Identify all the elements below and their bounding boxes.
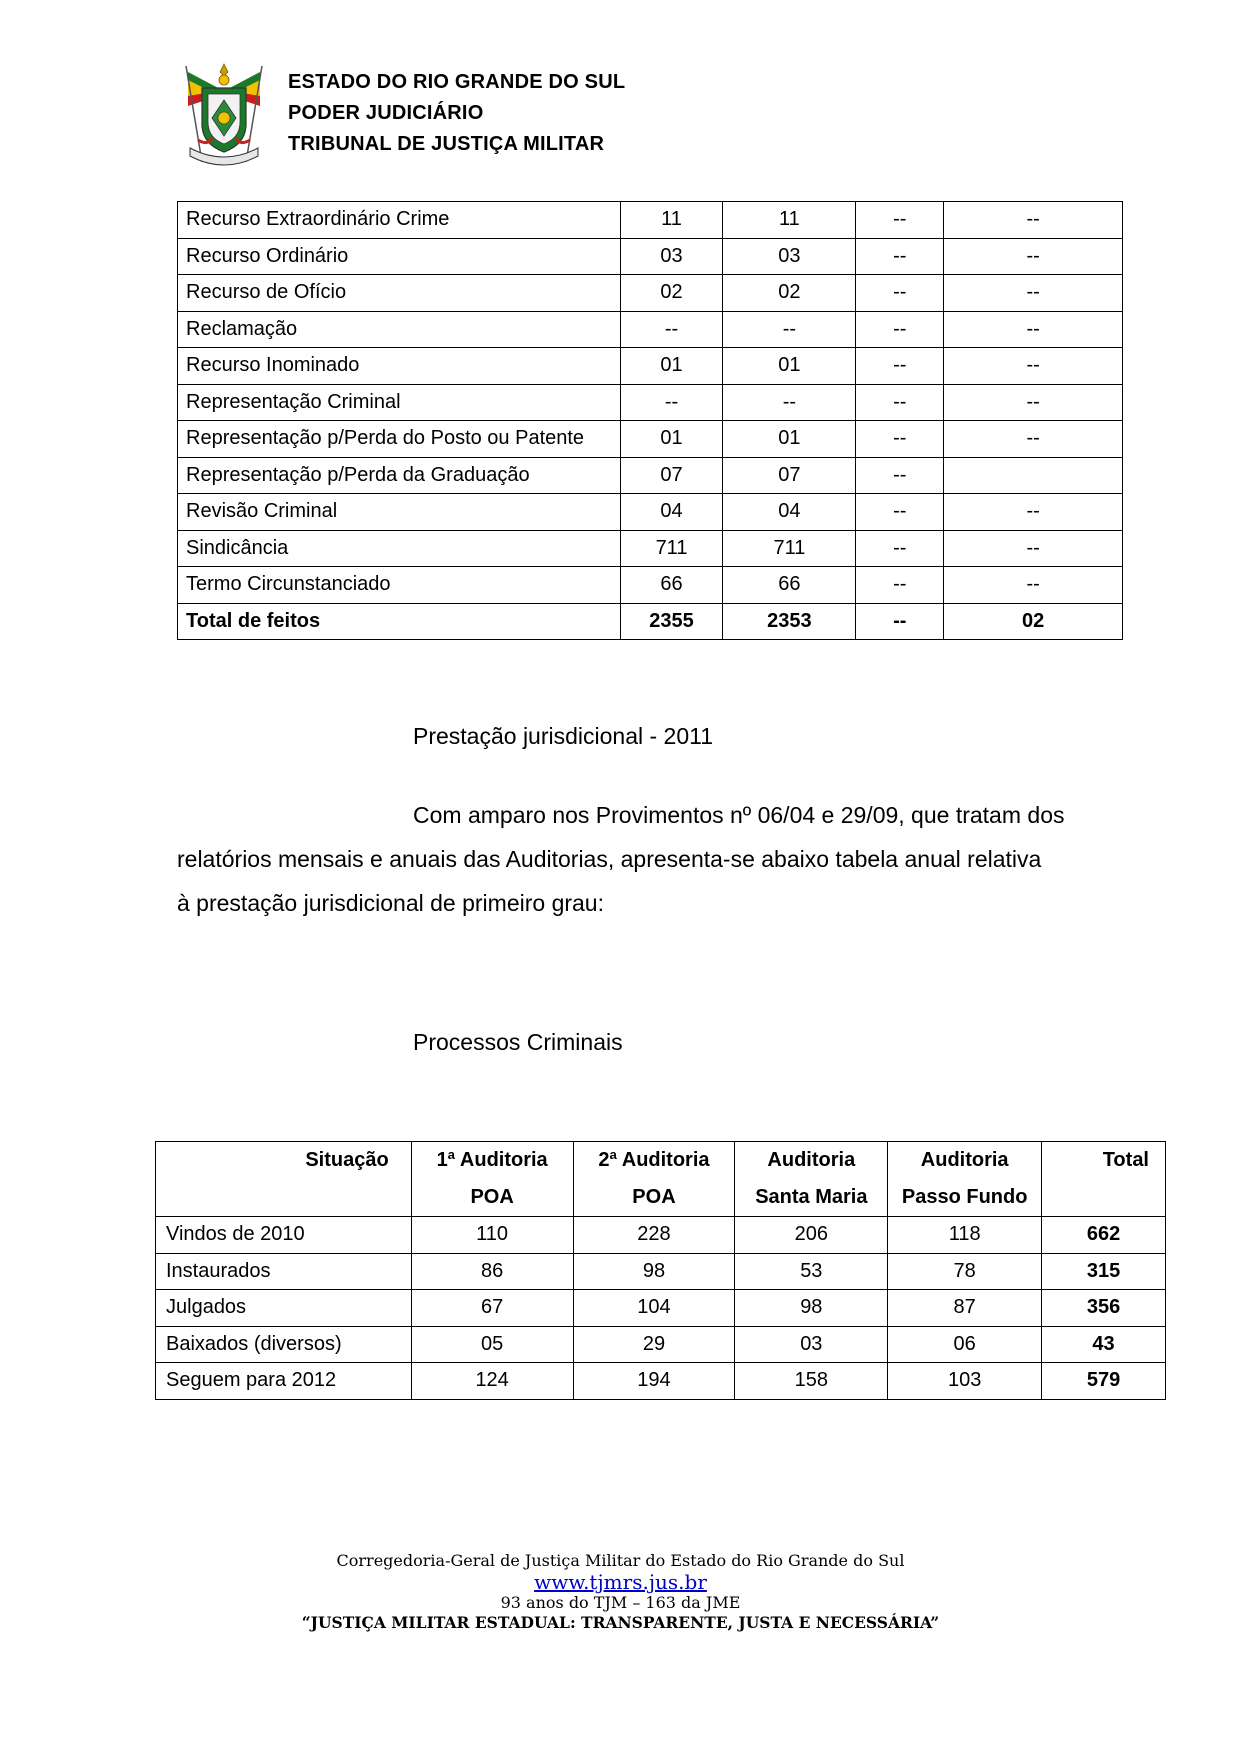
table-row — [156, 1363, 1166, 1400]
footer-motto: “JUSTIÇA MILITAR ESTADUAL: TRANSPARENTE, JUSTA E NECESSÁRIA” — [301, 1613, 940, 1632]
row-value: -- — [856, 494, 944, 531]
row-value: 02 — [620, 275, 723, 312]
row-value: 98 — [735, 1290, 888, 1327]
table-row — [178, 494, 1123, 531]
row-value: 87 — [888, 1290, 1042, 1327]
row-value: 53 — [735, 1253, 888, 1290]
row-value: 194 — [573, 1363, 735, 1400]
intro-paragraph — [177, 793, 1123, 925]
row-value: 03 — [620, 238, 723, 275]
page-header — [178, 58, 818, 178]
row-value: 04 — [723, 494, 856, 531]
row-value: -- — [856, 348, 944, 385]
row-value: -- — [856, 311, 944, 348]
row-value: 66 — [723, 567, 856, 604]
table-total-row — [178, 603, 1123, 640]
paragraph-line: Com amparo nos Provimentos nº 06/04 e 29/09, que tratam dos — [413, 802, 1065, 828]
row-label: Reclamação — [178, 311, 621, 348]
row-value: 01 — [620, 421, 723, 458]
row-total: 356 — [1042, 1290, 1166, 1327]
column-header — [1042, 1142, 1166, 1217]
row-label: Julgados — [156, 1290, 412, 1327]
row-total: 315 — [1042, 1253, 1166, 1290]
row-label: Baixados (diversos) — [156, 1326, 412, 1363]
column-header-line: POA — [632, 1186, 676, 1208]
coat-of-arms-icon — [178, 62, 270, 172]
row-value: 228 — [573, 1217, 735, 1254]
row-value: 29 — [573, 1326, 735, 1363]
column-header-line: Santa Maria — [755, 1186, 868, 1208]
row-value: -- — [620, 384, 723, 421]
row-value: 78 — [888, 1253, 1042, 1290]
row-value: 124 — [411, 1363, 573, 1400]
row-label: Recurso Ordinário — [178, 238, 621, 275]
row-value: -- — [856, 384, 944, 421]
column-header — [411, 1142, 573, 1217]
row-label: Seguem para 2012 — [156, 1363, 412, 1400]
paragraph-line: relatórios mensais e anuais das Auditorias, apresenta-se abaixo tabela anual relativa — [177, 846, 1042, 872]
column-header-line: POA — [470, 1186, 514, 1208]
column-header — [573, 1142, 735, 1217]
row-value: 711 — [723, 530, 856, 567]
row-value: -- — [620, 311, 723, 348]
row-value: 86 — [411, 1253, 573, 1290]
column-header — [156, 1142, 412, 1217]
row-label: Instaurados — [156, 1253, 412, 1290]
row-value: -- — [944, 202, 1123, 239]
table-row — [156, 1290, 1166, 1327]
row-value: -- — [856, 603, 944, 640]
page-footer — [0, 1551, 1241, 1633]
column-header-line: Passo Fundo — [901, 1186, 1028, 1208]
table-row — [156, 1217, 1166, 1254]
row-value: 04 — [620, 494, 723, 531]
row-value: 2355 — [620, 603, 723, 640]
row-label: Recurso de Ofício — [178, 275, 621, 312]
header-power: PODER JUDICIÁRIO — [288, 102, 484, 124]
row-value: 2353 — [723, 603, 856, 640]
section-title-processos: Processos Criminais — [413, 1029, 623, 1055]
row-value: 02 — [944, 603, 1123, 640]
row-value: -- — [856, 238, 944, 275]
table-row — [156, 1326, 1166, 1363]
processos-criminais-table — [155, 1141, 1166, 1400]
row-value — [944, 457, 1123, 494]
row-label: Representação p/Perda do Posto ou Patente — [178, 421, 621, 458]
row-value: 07 — [723, 457, 856, 494]
table-row — [178, 567, 1123, 604]
table-row — [178, 275, 1123, 312]
table-row — [178, 311, 1123, 348]
row-value: 11 — [723, 202, 856, 239]
row-value: -- — [944, 384, 1123, 421]
column-header-line: 1ª Auditoria — [436, 1149, 548, 1171]
footer-website-link[interactable]: www.tjmrs.jus.br — [534, 1570, 707, 1594]
feitos-table — [177, 201, 1123, 640]
row-value: 98 — [573, 1253, 735, 1290]
row-value: -- — [723, 384, 856, 421]
table-row — [178, 202, 1123, 239]
table-row — [178, 238, 1123, 275]
row-value: -- — [856, 567, 944, 604]
column-header-line: Total — [1102, 1149, 1149, 1171]
row-value: -- — [944, 238, 1123, 275]
row-value: -- — [856, 421, 944, 458]
row-value: -- — [944, 421, 1123, 458]
row-value: -- — [944, 567, 1123, 604]
row-total: 662 — [1042, 1217, 1166, 1254]
row-value: -- — [856, 202, 944, 239]
header-court: TRIBUNAL DE JUSTIÇA MILITAR — [288, 133, 605, 155]
row-value: 11 — [620, 202, 723, 239]
column-header-line: 2ª Auditoria — [598, 1149, 710, 1171]
row-value: -- — [944, 348, 1123, 385]
column-header — [888, 1142, 1042, 1217]
row-label: Termo Circunstanciado — [178, 567, 621, 604]
row-value: 104 — [573, 1290, 735, 1327]
table-row — [178, 530, 1123, 567]
row-value: -- — [723, 311, 856, 348]
row-value: 01 — [723, 348, 856, 385]
column-header-line: Auditoria — [767, 1149, 856, 1171]
row-value: 206 — [735, 1217, 888, 1254]
table-row — [156, 1253, 1166, 1290]
row-value: -- — [856, 275, 944, 312]
column-header-line: Situação — [305, 1149, 389, 1171]
column-header — [735, 1142, 888, 1217]
row-label: Sindicância — [178, 530, 621, 567]
row-value: 01 — [723, 421, 856, 458]
row-value: 01 — [620, 348, 723, 385]
row-label: Representação p/Perda da Graduação — [178, 457, 621, 494]
row-value: 110 — [411, 1217, 573, 1254]
row-value: 67 — [411, 1290, 573, 1327]
row-value: -- — [944, 494, 1123, 531]
row-total: 43 — [1042, 1326, 1166, 1363]
footer-institution: Corregedoria-Geral de Justiça Militar do Estado do Rio Grande do Sul — [336, 1551, 905, 1570]
row-value: -- — [856, 457, 944, 494]
row-value: 118 — [888, 1217, 1042, 1254]
row-label: Total de feitos — [178, 603, 621, 640]
row-value: 711 — [620, 530, 723, 567]
row-value: -- — [944, 530, 1123, 567]
row-value: 03 — [723, 238, 856, 275]
row-value: 07 — [620, 457, 723, 494]
table-row — [178, 348, 1123, 385]
row-value: 66 — [620, 567, 723, 604]
row-label: Vindos de 2010 — [156, 1217, 412, 1254]
table-row — [178, 421, 1123, 458]
section-title-prestacao: Prestação jurisdicional - 2011 — [413, 723, 714, 749]
row-value: -- — [944, 275, 1123, 312]
header-state: ESTADO DO RIO GRANDE DO SUL — [288, 71, 626, 93]
row-value: 03 — [735, 1326, 888, 1363]
row-value: -- — [856, 530, 944, 567]
row-value: 05 — [411, 1326, 573, 1363]
table-row — [178, 384, 1123, 421]
footer-anniversary: 93 anos do TJM – 163 da JME — [500, 1593, 741, 1612]
row-total: 579 — [1042, 1363, 1166, 1400]
row-value: 02 — [723, 275, 856, 312]
row-label: Recurso Extraordinário Crime — [178, 202, 621, 239]
row-value: 103 — [888, 1363, 1042, 1400]
row-label: Revisão Criminal — [178, 494, 621, 531]
row-value: 158 — [735, 1363, 888, 1400]
row-value: 06 — [888, 1326, 1042, 1363]
column-header-line: Auditoria — [920, 1149, 1009, 1171]
row-label: Representação Criminal — [178, 384, 621, 421]
row-label: Recurso Inominado — [178, 348, 621, 385]
paragraph-line: à prestação jurisdicional de primeiro grau: — [177, 890, 604, 916]
table-row — [178, 457, 1123, 494]
row-value: -- — [944, 311, 1123, 348]
